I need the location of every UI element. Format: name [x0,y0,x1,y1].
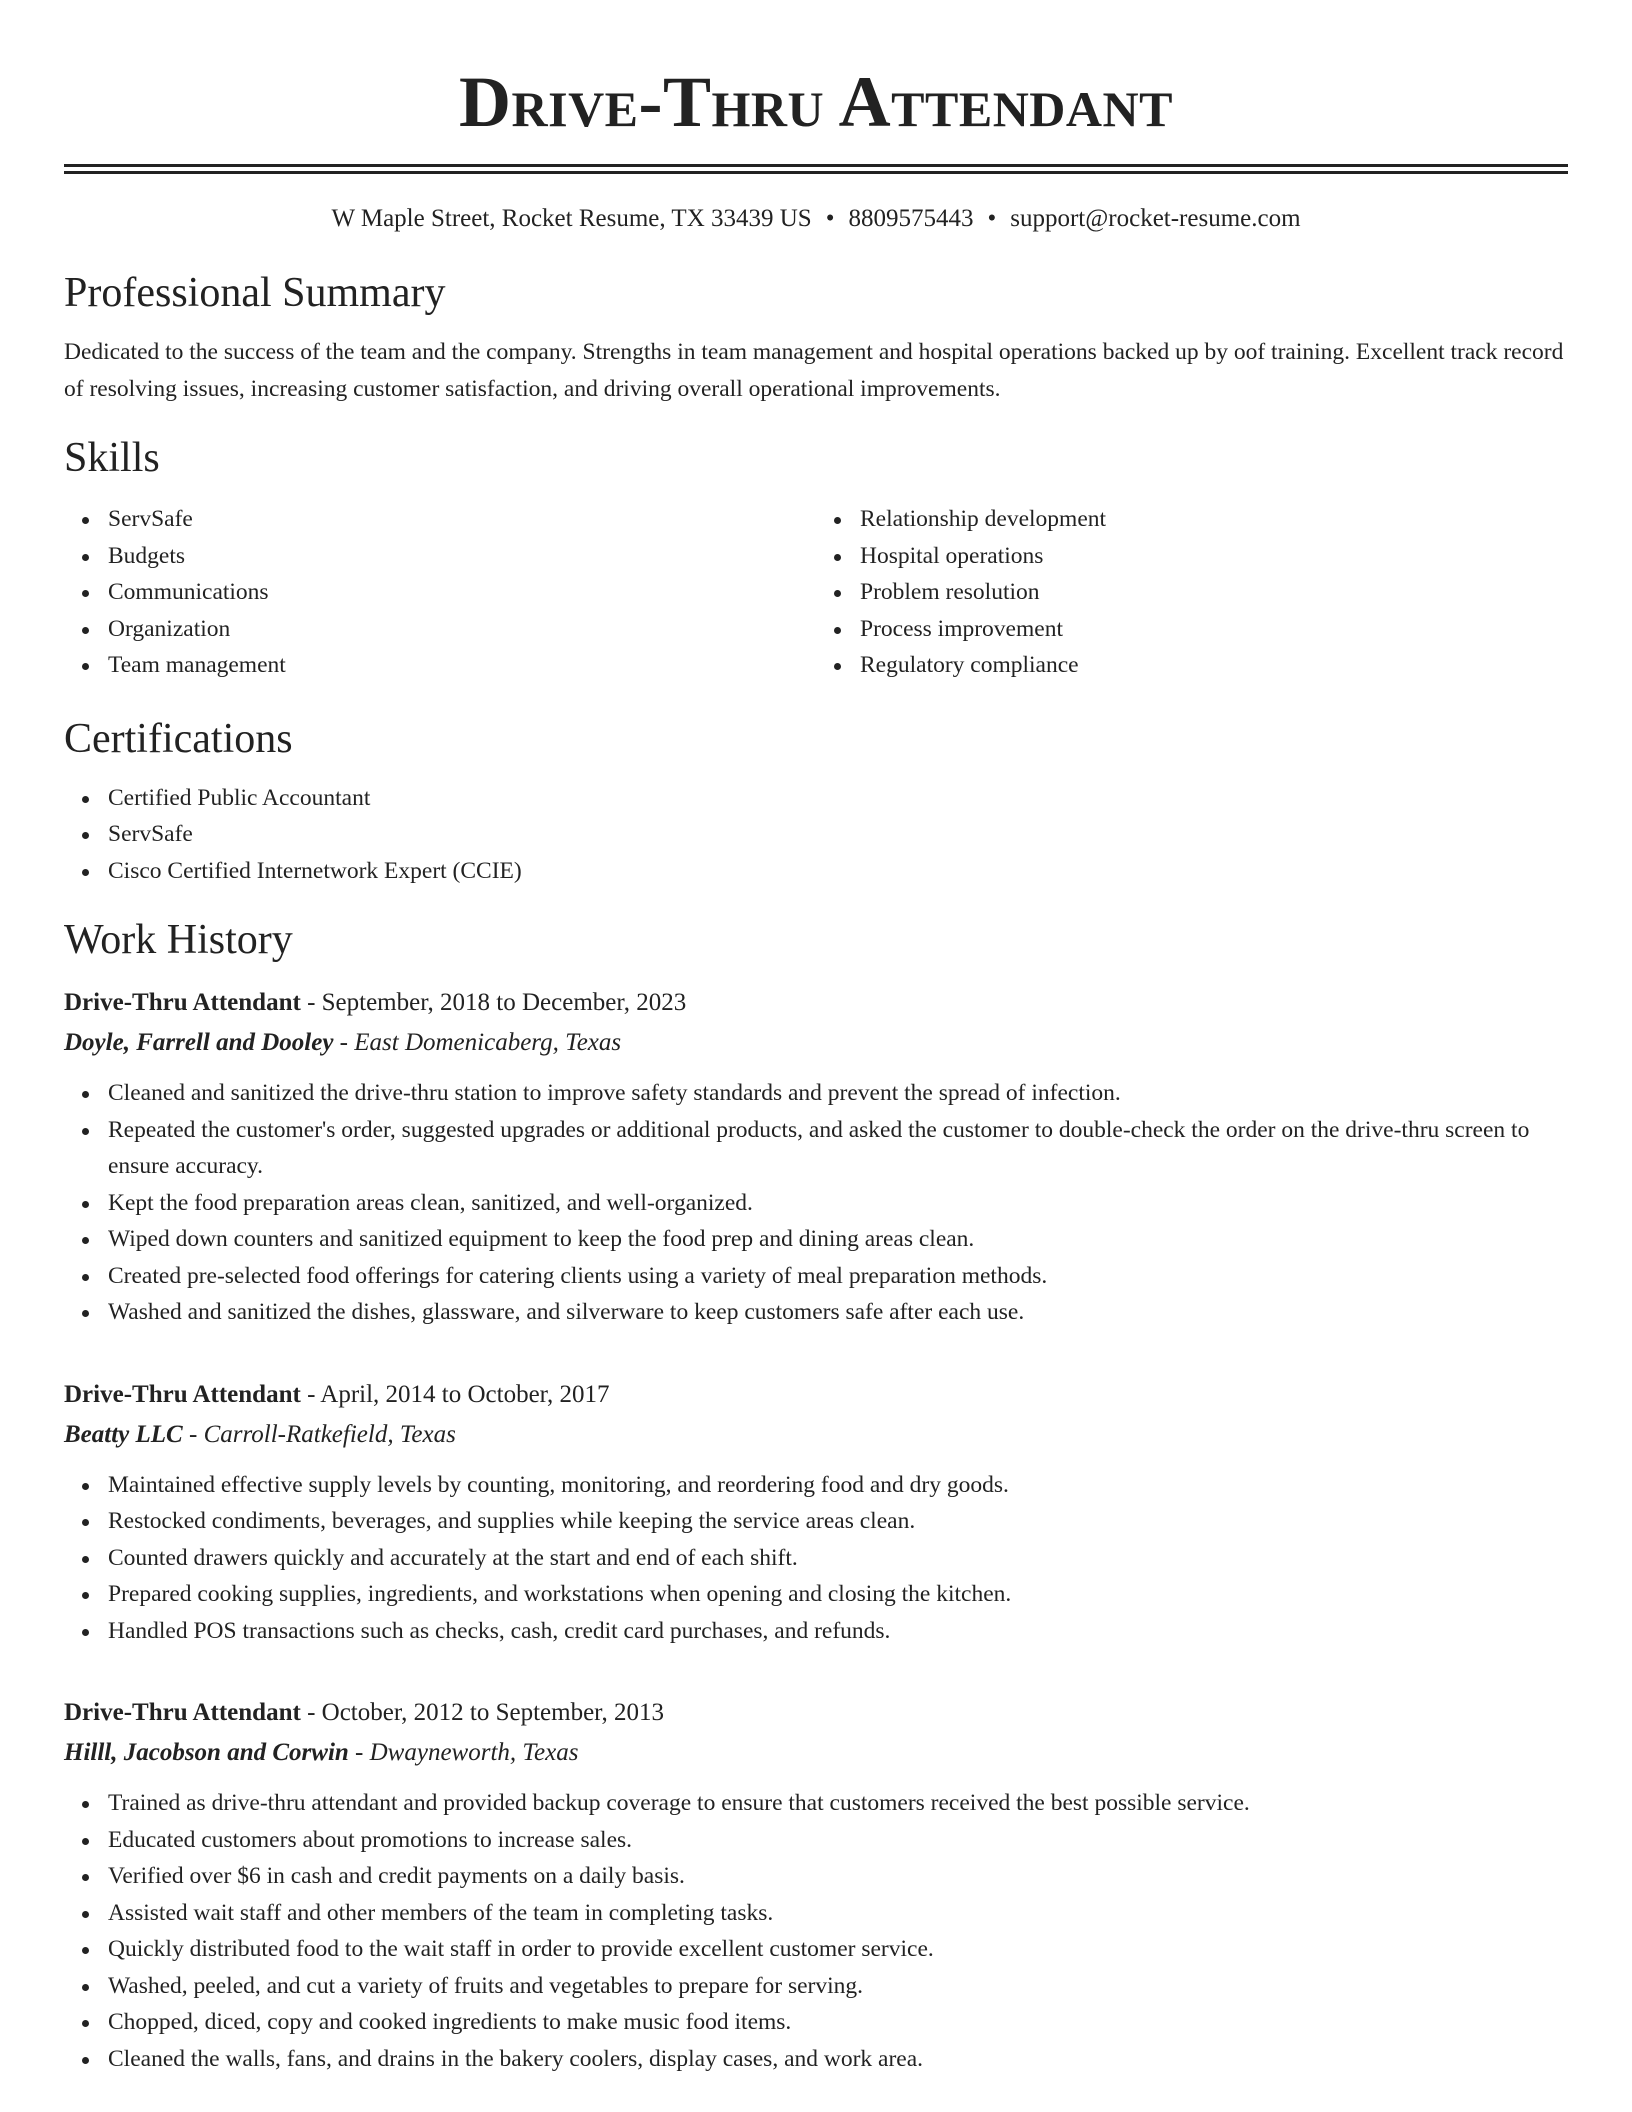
job-duties-list [64,1785,1568,2077]
skills-list-right [816,501,1568,684]
skill-item: Hospital operations [860,538,1568,575]
skill-item: Regulatory compliance [860,647,1568,684]
title-double-rule [64,164,1568,174]
job-header: Drive-Thru Attendant - September, 2018 to December, 2023 [64,989,687,1016]
summary-heading: Professional Summary [64,270,446,316]
contact-line [64,204,1568,234]
job-duties-list [64,1075,1568,1331]
resume-title: Drive-Thru Attendant [459,62,1173,142]
contact-phone: 8809575443 [848,205,974,232]
job-entry [64,983,1568,1331]
job-duty: Educated customers about promotions to increase sales. [108,1822,1568,1859]
work-history-heading: Work History [64,917,293,963]
job-role: Drive-Thru Attendant [64,1699,301,1726]
certification-item: ServSafe [108,816,1568,853]
summary-section [64,268,1568,407]
job-role: Drive-Thru Attendant [64,989,301,1016]
contact-email: support@rocket-resume.com [1010,205,1301,232]
job-duty: Wiped down counters and sanitized equipment to keep the food prep and dining areas clean. [108,1221,1568,1258]
job-dates: September, 2018 to December, 2023 [321,989,687,1016]
skill-item: Organization [108,611,816,648]
job-duty: Washed, peeled, and cut a variety of fruits and vegetables to prepare for serving. [108,1968,1568,2005]
skill-item: ServSafe [108,501,816,538]
job-entry [64,1375,1568,1650]
summary-text: Dedicated to the success of the team and the company. Strengths in team management and hospital operations backed up by oof training. Excellent track record of resolving issues, increasing customer satisfaction, and driving overall operational improvements. [64,339,1564,402]
job-header: Drive-Thru Attendant - April, 2014 to October, 2017 [64,1380,610,1408]
job-duty: Prepared cooking supplies, ingredients, and workstations when opening and closing the kitchen. [108,1576,1568,1613]
job-duty: Counted drawers quickly and accurately at the start and end of each shift. [108,1540,1568,1577]
job-duty: Created pre-selected food offerings for catering clients using a variety of meal preparation methods. [108,1258,1568,1295]
certifications-section [64,714,1568,890]
skills-section [64,433,1568,684]
job-duty: Kept the food preparation areas clean, sanitized, and well-organized. [108,1185,1568,1222]
job-location: East Domenicaberg, Texas [354,1029,622,1056]
job-duty: Handled POS transactions such as checks, cash, credit card purchases, and refunds. [108,1613,1568,1650]
job-duty: Chopped, diced, copy and cooked ingredients to make music food items. [108,2004,1568,2041]
job-entry [64,1693,1568,2077]
certification-item: Certified Public Accountant [108,780,1568,817]
job-company: Hilll, Jacobson and Corwin [64,1739,349,1766]
skill-item: Relationship development [860,501,1568,538]
skills-heading: Skills [64,435,160,481]
contact-separator: • [987,205,997,232]
job-header: Drive-Thru Attendant - October, 2012 to September, 2013 [64,1699,665,1726]
job-duty: Maintained effective supply levels by counting, monitoring, and reordering food and dry goods. [108,1467,1568,1504]
skill-item: Budgets [108,538,816,575]
job-company: Doyle, Farrell and Dooley [64,1029,334,1056]
contact-address: W Maple Street, Rocket Resume, TX 33439 US [331,205,812,232]
job-duties-list [64,1467,1568,1650]
skill-item: Problem resolution [860,574,1568,611]
job-dates: October, 2012 to September, 2013 [321,1699,665,1726]
work-history-section [64,915,1568,2077]
job-role: Drive-Thru Attendant [64,1380,301,1408]
job-duty: Restocked condiments, beverages, and supplies while keeping the service areas clean. [108,1503,1568,1540]
job-organization: Doyle, Farrell and Dooley - East Domenicaberg, Texas [64,1029,622,1056]
certifications-heading: Certifications [64,715,293,762]
job-duty: Repeated the customer's order, suggested upgrades or additional products, and asked the customer to double-check the order on the drive-thru screen to ensure accuracy. [108,1112,1568,1185]
skill-item: Team management [108,647,816,684]
certifications-list [64,780,1568,890]
job-duty: Verified over $6 in cash and credit payments on a daily basis. [108,1858,1568,1895]
job-location: Dwayneworth, Texas [369,1739,579,1766]
job-company: Beatty LLC [64,1420,183,1448]
skills-columns [64,501,1568,684]
job-dates: April, 2014 to October, 2017 [320,1380,610,1408]
contact-separator: • [825,205,835,232]
skill-item: Communications [108,574,816,611]
job-location: Carroll-Ratkefield, Texas [203,1420,456,1448]
job-duty: Assisted wait staff and other members of the team in completing tasks. [108,1895,1568,1932]
job-organization: Hilll, Jacobson and Corwin - Dwayneworth, Texas [64,1739,579,1766]
skill-item: Process improvement [860,611,1568,648]
job-organization: Beatty LLC - Carroll-Ratkefield, Texas [64,1420,456,1448]
job-duty: Washed and sanitized the dishes, glassware, and silverware to keep customers safe after each use. [108,1294,1568,1331]
job-duty: Cleaned and sanitized the drive-thru station to improve safety standards and prevent the spread of infection. [108,1075,1568,1112]
job-duty: Quickly distributed food to the wait staff in order to provide excellent customer service. [108,1931,1568,1968]
skills-list-left [64,501,816,684]
job-duty: Cleaned the walls, fans, and drains in the bakery coolers, display cases, and work area. [108,2041,1568,2078]
certification-item: Cisco Certified Internetwork Expert (CCIE) [108,853,1568,890]
job-duty: Trained as drive-thru attendant and provided backup coverage to ensure that customers received the best possible service. [108,1785,1568,1822]
